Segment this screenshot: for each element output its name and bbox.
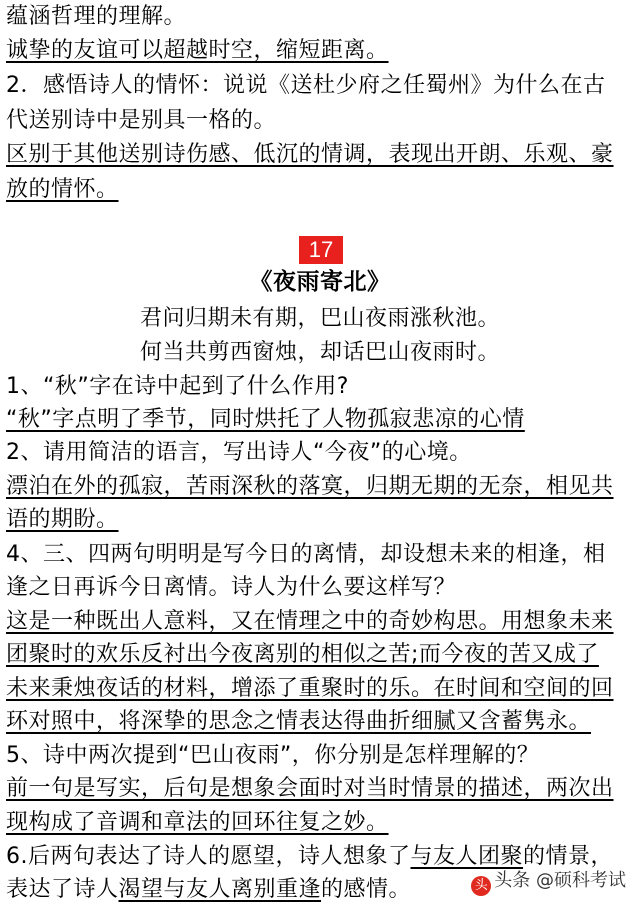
answer-line: 区别于其他送别诗伤感、低沉的情调，表现出开朗、乐观、豪 [6, 142, 614, 167]
answer-line: 现构成了音调和章法的回环往复之妙。 [6, 810, 389, 835]
question-line: 2、请用简洁的语言，写出诗人“今夜”的心境。 [6, 440, 472, 465]
section-number-badge: 17 [299, 236, 343, 264]
answer-line: 诚挚的友谊可以超越时空，缩短距离。 [6, 38, 389, 63]
statement-text: 表达了诗人 [6, 877, 119, 902]
poem-title: 《夜雨寄北》 [249, 269, 391, 295]
question-line: 1、“秋”字在诗中起到了什么作用? [6, 374, 349, 399]
poem-line: 君问归期未有期，巴山夜雨涨秋池。 [139, 306, 500, 331]
watermark-text: 头条 @硕科考试 [494, 870, 626, 891]
underlined-phrase: 与友人团聚 [410, 844, 524, 869]
question-line: 逢之日再诉今日离情。诗人为什么要这样写？ [6, 575, 457, 600]
text-line: 蕴涵哲理的理解。 [6, 4, 187, 29]
answer-line: 漂泊在外的孤寂，苦雨深秋的落寞，归期无期的无奈，相见共 [6, 474, 614, 499]
answer-line: 环对照中，将深挚的思念之情表达得曲折细腻又含蓄隽永。 [6, 709, 592, 734]
question-line: 5、诗中两次提到“巴山夜雨”，你分别是怎样理解的？ [6, 743, 540, 768]
underlined-phrase: 渴望与友人离别重逢 [118, 877, 322, 902]
watermark [471, 868, 626, 896]
toutiao-logo-icon: 头 [471, 876, 491, 896]
poem-line: 何当共剪西窗烛，却话巴山夜雨时。 [139, 340, 500, 365]
statement-line [6, 875, 411, 905]
answer-line: 这是一种既出人意料，又在情理之中的奇妙构思。用想象未来 [6, 609, 614, 634]
answer-line: 未来秉烛夜话的材料，增添了重聚时的乐。在时间和空间的回 [6, 676, 614, 701]
statement-text: 的情景， [523, 844, 614, 869]
answer-line: 团聚时的欢乐反衬出今夜离别的相似之苦;而今夜的苦又成了 [6, 642, 599, 667]
answer-line: 语的期盼。 [6, 507, 119, 532]
question-line: 2．感悟诗人的情怀：说说《送杜少府之任蜀州》为什么在古 [6, 73, 606, 98]
answer-line: 放的情怀。 [6, 177, 119, 202]
question-line: 4、三、四两句明明是写今日的离情，却设想未来的相逢，相 [6, 542, 606, 567]
question-line: 代送别诗中是别具一格的。 [6, 108, 277, 133]
answer-line: 前一句是写实，后句是想象会面时对当时情景的描述，两次出 [6, 776, 614, 801]
statement-text: 6.后两句表达了诗人的愿望，诗人想象了 [6, 844, 411, 869]
statement-text: 的感情。 [321, 877, 412, 902]
answer-line: “秋”字点明了季节，同时烘托了人物孤寂悲凉的心情 [6, 407, 525, 432]
